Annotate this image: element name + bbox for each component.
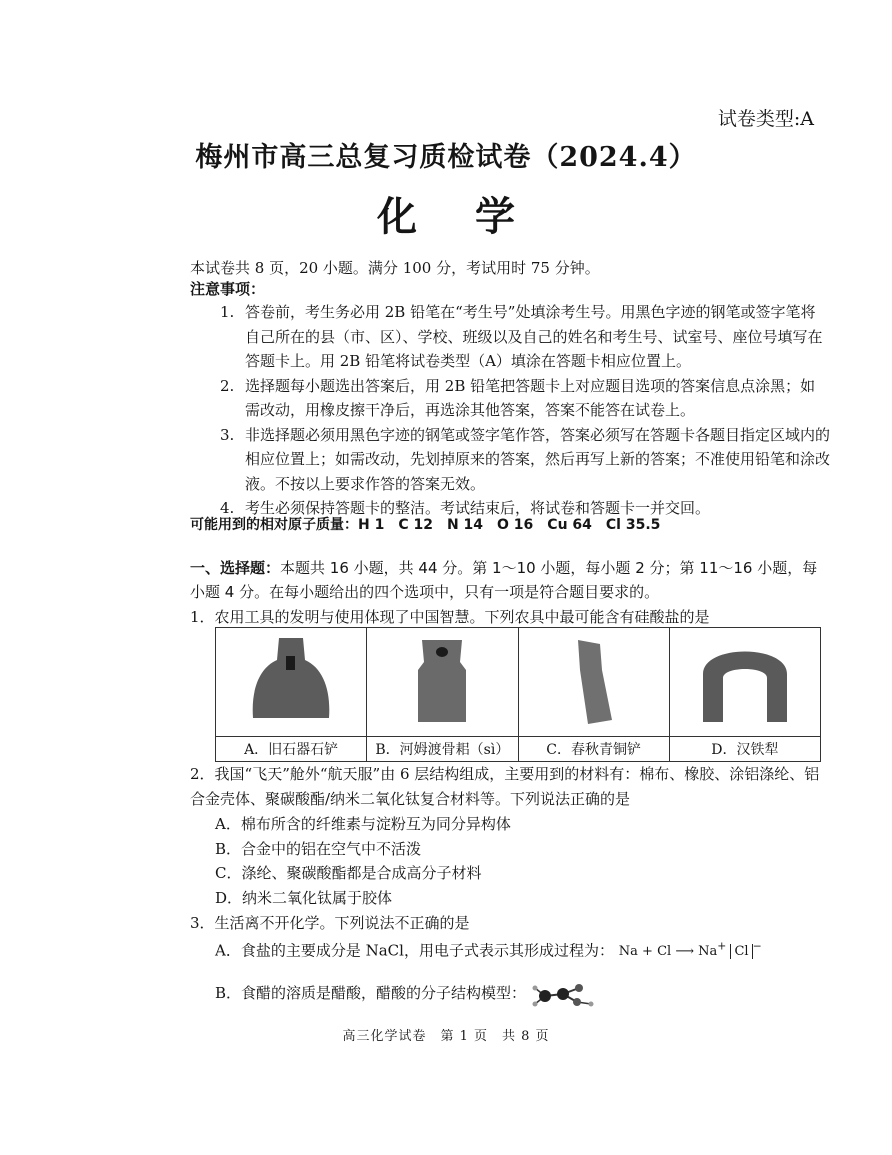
iron-plough-image [669,628,820,737]
bone-spade-image [367,628,518,737]
paper-type-label: 试卷类型:A [717,108,814,130]
notice-text: 考生必须保持答题卡的整洁。考试结束后，将试卷和答题卡一并交回。 [245,499,711,517]
acetic-acid-model-image [531,980,601,1008]
option-b-caption: B．河姆渡骨耜（sì） [367,737,518,762]
notice-item [220,374,830,423]
exam-intro: 本试卷共 8 页，20 小题。满分 100 分，考试用时 75 分钟。 [190,259,600,277]
notice-text: 非选择题必须用黑色字迹的钢笔或签字笔作答，答案必须写在答题卡各题目指定区域内的相应位置上；如需改动，先划掉原来的答案，然后再写上新的答案；不准使用铅笔和涂改液。不按以上要求作答的答案无效。 [245,425,831,493]
question-1-stem: 1．农用工具的发明与使用体现了中国智慧。下列农具中最可能含有硅酸盐的是 [190,608,710,626]
option-a-caption: A．旧石器石铲 [216,737,367,762]
page-footer: 高三化学试卷 第 1 页 共 8 页 [342,1029,550,1044]
question-3-stem: 3．生活离不开化学。下列说法不正确的是 [190,914,470,932]
option-b-text: B．食醋的溶质是醋酸，醋酸的分子结构模型： [215,984,527,1002]
notice-item [220,300,830,374]
section-instructions [190,556,820,604]
option-a-text: A．食盐的主要成分是 NaCl，用电子式表示其形成过程为： [215,941,614,960]
question-2-option-d: D．纳米二氧化钛属于胶体 [215,889,393,907]
chloride-bracket: Cl [730,944,752,959]
notice-number: 2. [220,376,235,395]
question-1-image-table [215,627,821,762]
notice-number: 1. [220,303,235,321]
bronze-shovel-image [518,628,669,737]
question-2-stem: 2．我国“飞天”舱外“航天服”由 6 层结构组成，主要用到的材料有：棉布、橡胶、涂铝涤纶、铝合金壳体、聚碳酸酯/纳米二氧化钛复合材料等。下列说法正确的是 [190,765,820,808]
section-text: 本题共 16 小题，共 44 分。第 1～10 小题，每小题 2 分；第 11～16 小题，每小题 4 分。在每小题给出的四个选项中，只有一项是符合题目要求的。 [190,559,818,601]
notice-heading: 注意事项： [190,280,266,298]
notice-number: 4. [220,499,235,517]
notice-text: 选择题每小题选出答案后，用 2B 铅笔把答题卡上对应题目选项的答案信息点涂黑；如需改动，用橡皮擦干净后，再选涂其他答案，答案不能答在试卷上。 [245,376,816,419]
electron-formula: Na + Cl ⟶ Na+ Cl − [618,940,762,960]
notice-text: 答卷前，考生务必用 2B 铅笔在“考生号”处填涂考生号。用黑色字迹的钢笔或签字笔将自己所在的县（市、区）、学校、班级以及自己的姓名和考生号、试室号、座位号填写在答题卡上。用 2B 铅笔将试卷类型（A）填涂在答题卡相应位置上。 [245,303,823,370]
notice-number: 3. [220,425,235,444]
atomic-masses: 可能用到的相对原子质量：H 1 C 12 N 14 O 16 Cu 64 Cl 35.5 [190,517,661,533]
notice-list [220,300,830,521]
question-3-option-b [215,980,601,1008]
question-2-option-c: C．涤纶、聚碳酸酯都是合成高分子材料 [215,864,482,882]
notice-item [220,423,830,497]
subject-title: 化学 [377,193,573,240]
option-c-caption: C．春秋青铜铲 [518,737,669,762]
section-heading: 一、选择题： [190,559,281,577]
stone-shovel-image [216,628,367,737]
option-d-caption: D．汉铁犁 [669,737,820,762]
question-3-option-a [215,935,762,964]
question-2-option-b: B．合金中的铝在空气中不活泼 [215,840,422,858]
question-2-option-a: A．棉布所含的纤维素与淀粉互为同分异构体 [215,815,511,833]
exam-title: 梅州市高三总复习质检试卷（2024.4） [195,142,697,173]
